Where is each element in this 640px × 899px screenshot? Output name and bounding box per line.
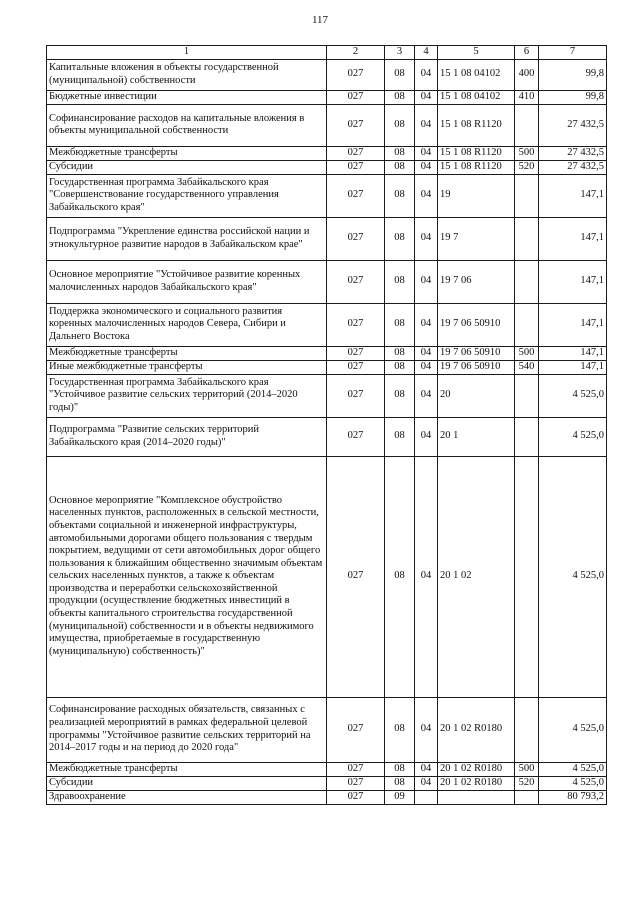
table-row — [47, 146, 607, 160]
table-row — [47, 104, 607, 146]
row-amount-cell: 99,8 — [539, 59, 607, 90]
row-name-cell: Подпрограмма "Укрепление единства российской нации и этнокультурное развитие народов в Забайкальском крае" — [47, 217, 327, 260]
row-admin-code-cell: 027 — [327, 790, 385, 804]
table-row — [47, 697, 607, 762]
row-subsection-cell: 04 — [415, 217, 438, 260]
table-row — [47, 360, 607, 374]
row-expense-type-cell — [515, 174, 539, 217]
row-name-cell: Бюджетные инвестиции — [47, 90, 327, 104]
row-subsection-cell: 04 — [415, 346, 438, 360]
row-expense-type-cell — [515, 790, 539, 804]
row-expense-type-cell — [515, 697, 539, 762]
budget-table — [46, 45, 607, 805]
row-subsection-cell: 04 — [415, 90, 438, 104]
column-header: 3 — [385, 46, 415, 60]
row-expense-type-cell — [515, 456, 539, 697]
table-row — [47, 303, 607, 346]
row-expense-type-cell — [515, 417, 539, 456]
row-target-code-cell: 20 1 02 R0180 — [438, 776, 515, 790]
table-row — [47, 217, 607, 260]
row-admin-code-cell: 027 — [327, 303, 385, 346]
row-expense-type-cell — [515, 374, 539, 417]
row-section-cell: 08 — [385, 776, 415, 790]
row-name-cell: Основное мероприятие "Комплексное обустройство населенных пунктов, расположенных в сельской местности, объектами социальной и инженерной инфраструктуры, автомобильными дорогами общего пользования с твердым покрытием, ведущими от сети автомобильных дорог общего пользования к ближайшим общественно значимым объектам сельских населенных пунктов, а также к объектам производства и переработки сельскохозяйственной продукции (осуществление бюджетных инвестиций в объекты капитального строительства государственной (муниципальной) собственности и в объекты недвижимого имущества, приобретаемые в государственную (муниципальную) собственность)" — [47, 456, 327, 697]
row-target-code-cell: 19 7 06 50910 — [438, 360, 515, 374]
row-subsection-cell: 04 — [415, 776, 438, 790]
row-admin-code-cell: 027 — [327, 260, 385, 303]
column-header: 2 — [327, 46, 385, 60]
table-row — [47, 174, 607, 217]
row-amount-cell: 147,1 — [539, 174, 607, 217]
row-name-cell: Межбюджетные трансферты — [47, 146, 327, 160]
row-target-code-cell: 19 7 06 — [438, 260, 515, 303]
row-admin-code-cell: 027 — [327, 160, 385, 174]
row-expense-type-cell: 400 — [515, 59, 539, 90]
row-expense-type-cell: 520 — [515, 160, 539, 174]
row-amount-cell: 4 525,0 — [539, 697, 607, 762]
row-admin-code-cell: 027 — [327, 104, 385, 146]
row-target-code-cell: 15 1 08 R1120 — [438, 104, 515, 146]
row-section-cell: 08 — [385, 174, 415, 217]
row-section-cell: 08 — [385, 374, 415, 417]
column-header: 5 — [438, 46, 515, 60]
row-admin-code-cell: 027 — [327, 417, 385, 456]
row-amount-cell: 80 793,2 — [539, 790, 607, 804]
table-row — [47, 417, 607, 456]
row-amount-cell: 4 525,0 — [539, 762, 607, 776]
row-subsection-cell: 04 — [415, 762, 438, 776]
row-section-cell: 08 — [385, 346, 415, 360]
row-amount-cell: 4 525,0 — [539, 374, 607, 417]
row-section-cell: 08 — [385, 260, 415, 303]
row-expense-type-cell — [515, 260, 539, 303]
column-header: 7 — [539, 46, 607, 60]
row-section-cell: 09 — [385, 790, 415, 804]
row-expense-type-cell — [515, 303, 539, 346]
row-amount-cell: 4 525,0 — [539, 417, 607, 456]
row-target-code-cell — [438, 790, 515, 804]
row-section-cell: 08 — [385, 90, 415, 104]
row-amount-cell: 99,8 — [539, 90, 607, 104]
row-subsection-cell: 04 — [415, 59, 438, 90]
row-name-cell: Поддержка экономического и социального развития коренных малочисленных народов Севера, Сибири и Дальнего Востока — [47, 303, 327, 346]
table-row — [47, 160, 607, 174]
row-admin-code-cell: 027 — [327, 146, 385, 160]
row-subsection-cell: 04 — [415, 374, 438, 417]
row-expense-type-cell: 500 — [515, 146, 539, 160]
table-header-row — [47, 46, 607, 60]
row-subsection-cell: 04 — [415, 417, 438, 456]
row-admin-code-cell: 027 — [327, 776, 385, 790]
row-admin-code-cell: 027 — [327, 217, 385, 260]
table-row — [47, 346, 607, 360]
row-subsection-cell: 04 — [415, 174, 438, 217]
page-number: 117 — [311, 14, 329, 26]
table-row — [47, 762, 607, 776]
row-name-cell: Здравоохранение — [47, 790, 327, 804]
row-name-cell: Подпрограмма "Развитие сельских территорий Забайкальского края (2014–2020 годы)" — [47, 417, 327, 456]
table-row — [47, 374, 607, 417]
row-name-cell: Субсидии — [47, 160, 327, 174]
column-header: 4 — [415, 46, 438, 60]
row-admin-code-cell: 027 — [327, 456, 385, 697]
row-section-cell: 08 — [385, 303, 415, 346]
row-subsection-cell: 04 — [415, 456, 438, 697]
row-target-code-cell: 20 1 02 R0180 — [438, 762, 515, 776]
column-header: 6 — [515, 46, 539, 60]
row-section-cell: 08 — [385, 104, 415, 146]
row-expense-type-cell: 500 — [515, 346, 539, 360]
row-section-cell: 08 — [385, 146, 415, 160]
row-amount-cell: 147,1 — [539, 217, 607, 260]
row-subsection-cell: 04 — [415, 146, 438, 160]
row-name-cell: Софинансирование расходов на капитальные вложения в объекты муниципальной собственности — [47, 104, 327, 146]
table-row — [47, 90, 607, 104]
row-subsection-cell: 04 — [415, 303, 438, 346]
row-target-code-cell: 20 1 02 R0180 — [438, 697, 515, 762]
row-target-code-cell: 19 7 06 50910 — [438, 303, 515, 346]
row-subsection-cell: 04 — [415, 697, 438, 762]
row-section-cell: 08 — [385, 217, 415, 260]
row-name-cell: Межбюджетные трансферты — [47, 346, 327, 360]
row-expense-type-cell: 520 — [515, 776, 539, 790]
row-section-cell: 08 — [385, 160, 415, 174]
row-target-code-cell: 20 — [438, 374, 515, 417]
row-expense-type-cell: 410 — [515, 90, 539, 104]
row-name-cell: Государственная программа Забайкальского края "Совершенствование государственного управления Забайкальского края" — [47, 174, 327, 217]
table-row — [47, 776, 607, 790]
row-name-cell: Межбюджетные трансферты — [47, 762, 327, 776]
row-amount-cell: 147,1 — [539, 346, 607, 360]
row-target-code-cell: 20 1 02 — [438, 456, 515, 697]
row-amount-cell: 27 432,5 — [539, 104, 607, 146]
row-admin-code-cell: 027 — [327, 374, 385, 417]
row-expense-type-cell: 540 — [515, 360, 539, 374]
row-section-cell: 08 — [385, 360, 415, 374]
row-subsection-cell: 04 — [415, 160, 438, 174]
table-row — [47, 59, 607, 90]
row-admin-code-cell: 027 — [327, 90, 385, 104]
row-target-code-cell: 15 1 08 R1120 — [438, 146, 515, 160]
row-expense-type-cell: 500 — [515, 762, 539, 776]
row-section-cell: 08 — [385, 456, 415, 697]
row-amount-cell: 147,1 — [539, 260, 607, 303]
row-section-cell: 08 — [385, 417, 415, 456]
row-target-code-cell: 20 1 — [438, 417, 515, 456]
row-admin-code-cell: 027 — [327, 346, 385, 360]
row-amount-cell: 147,1 — [539, 303, 607, 346]
row-subsection-cell: 04 — [415, 360, 438, 374]
row-admin-code-cell: 027 — [327, 360, 385, 374]
row-section-cell: 08 — [385, 762, 415, 776]
row-name-cell: Субсидии — [47, 776, 327, 790]
row-name-cell: Государственная программа Забайкальского края "Устойчивое развитие сельских территорий (2014–2020 годы)" — [47, 374, 327, 417]
row-name-cell: Иные межбюджетные трансферты — [47, 360, 327, 374]
row-target-code-cell: 15 1 08 04102 — [438, 59, 515, 90]
column-header: 1 — [47, 46, 327, 60]
row-amount-cell: 27 432,5 — [539, 146, 607, 160]
row-name-cell: Капитальные вложения в объекты государственной (муниципальной) собственности — [47, 59, 327, 90]
row-expense-type-cell — [515, 104, 539, 146]
row-target-code-cell: 15 1 08 R1120 — [438, 160, 515, 174]
row-subsection-cell: 04 — [415, 104, 438, 146]
row-target-code-cell: 19 7 — [438, 217, 515, 260]
table-row — [47, 260, 607, 303]
row-target-code-cell: 15 1 08 04102 — [438, 90, 515, 104]
table-row — [47, 790, 607, 804]
row-section-cell: 08 — [385, 697, 415, 762]
row-admin-code-cell: 027 — [327, 697, 385, 762]
row-amount-cell: 27 432,5 — [539, 160, 607, 174]
row-subsection-cell — [415, 790, 438, 804]
row-name-cell: Основное мероприятие "Устойчивое развитие коренных малочисленных народов Забайкальского края" — [47, 260, 327, 303]
row-expense-type-cell — [515, 217, 539, 260]
row-target-code-cell: 19 — [438, 174, 515, 217]
table-row — [47, 456, 607, 697]
row-amount-cell: 4 525,0 — [539, 456, 607, 697]
row-admin-code-cell: 027 — [327, 174, 385, 217]
row-subsection-cell: 04 — [415, 260, 438, 303]
row-admin-code-cell: 027 — [327, 762, 385, 776]
row-amount-cell: 147,1 — [539, 360, 607, 374]
row-amount-cell: 4 525,0 — [539, 776, 607, 790]
row-section-cell: 08 — [385, 59, 415, 90]
row-admin-code-cell: 027 — [327, 59, 385, 90]
row-name-cell: Софинансирование расходных обязательств, связанных с реализацией мероприятий в рамках федеральной целевой программы "Устойчивое развитие сельских территорий на 2014–2017 годы и на период до 2020 года" — [47, 697, 327, 762]
row-target-code-cell: 19 7 06 50910 — [438, 346, 515, 360]
